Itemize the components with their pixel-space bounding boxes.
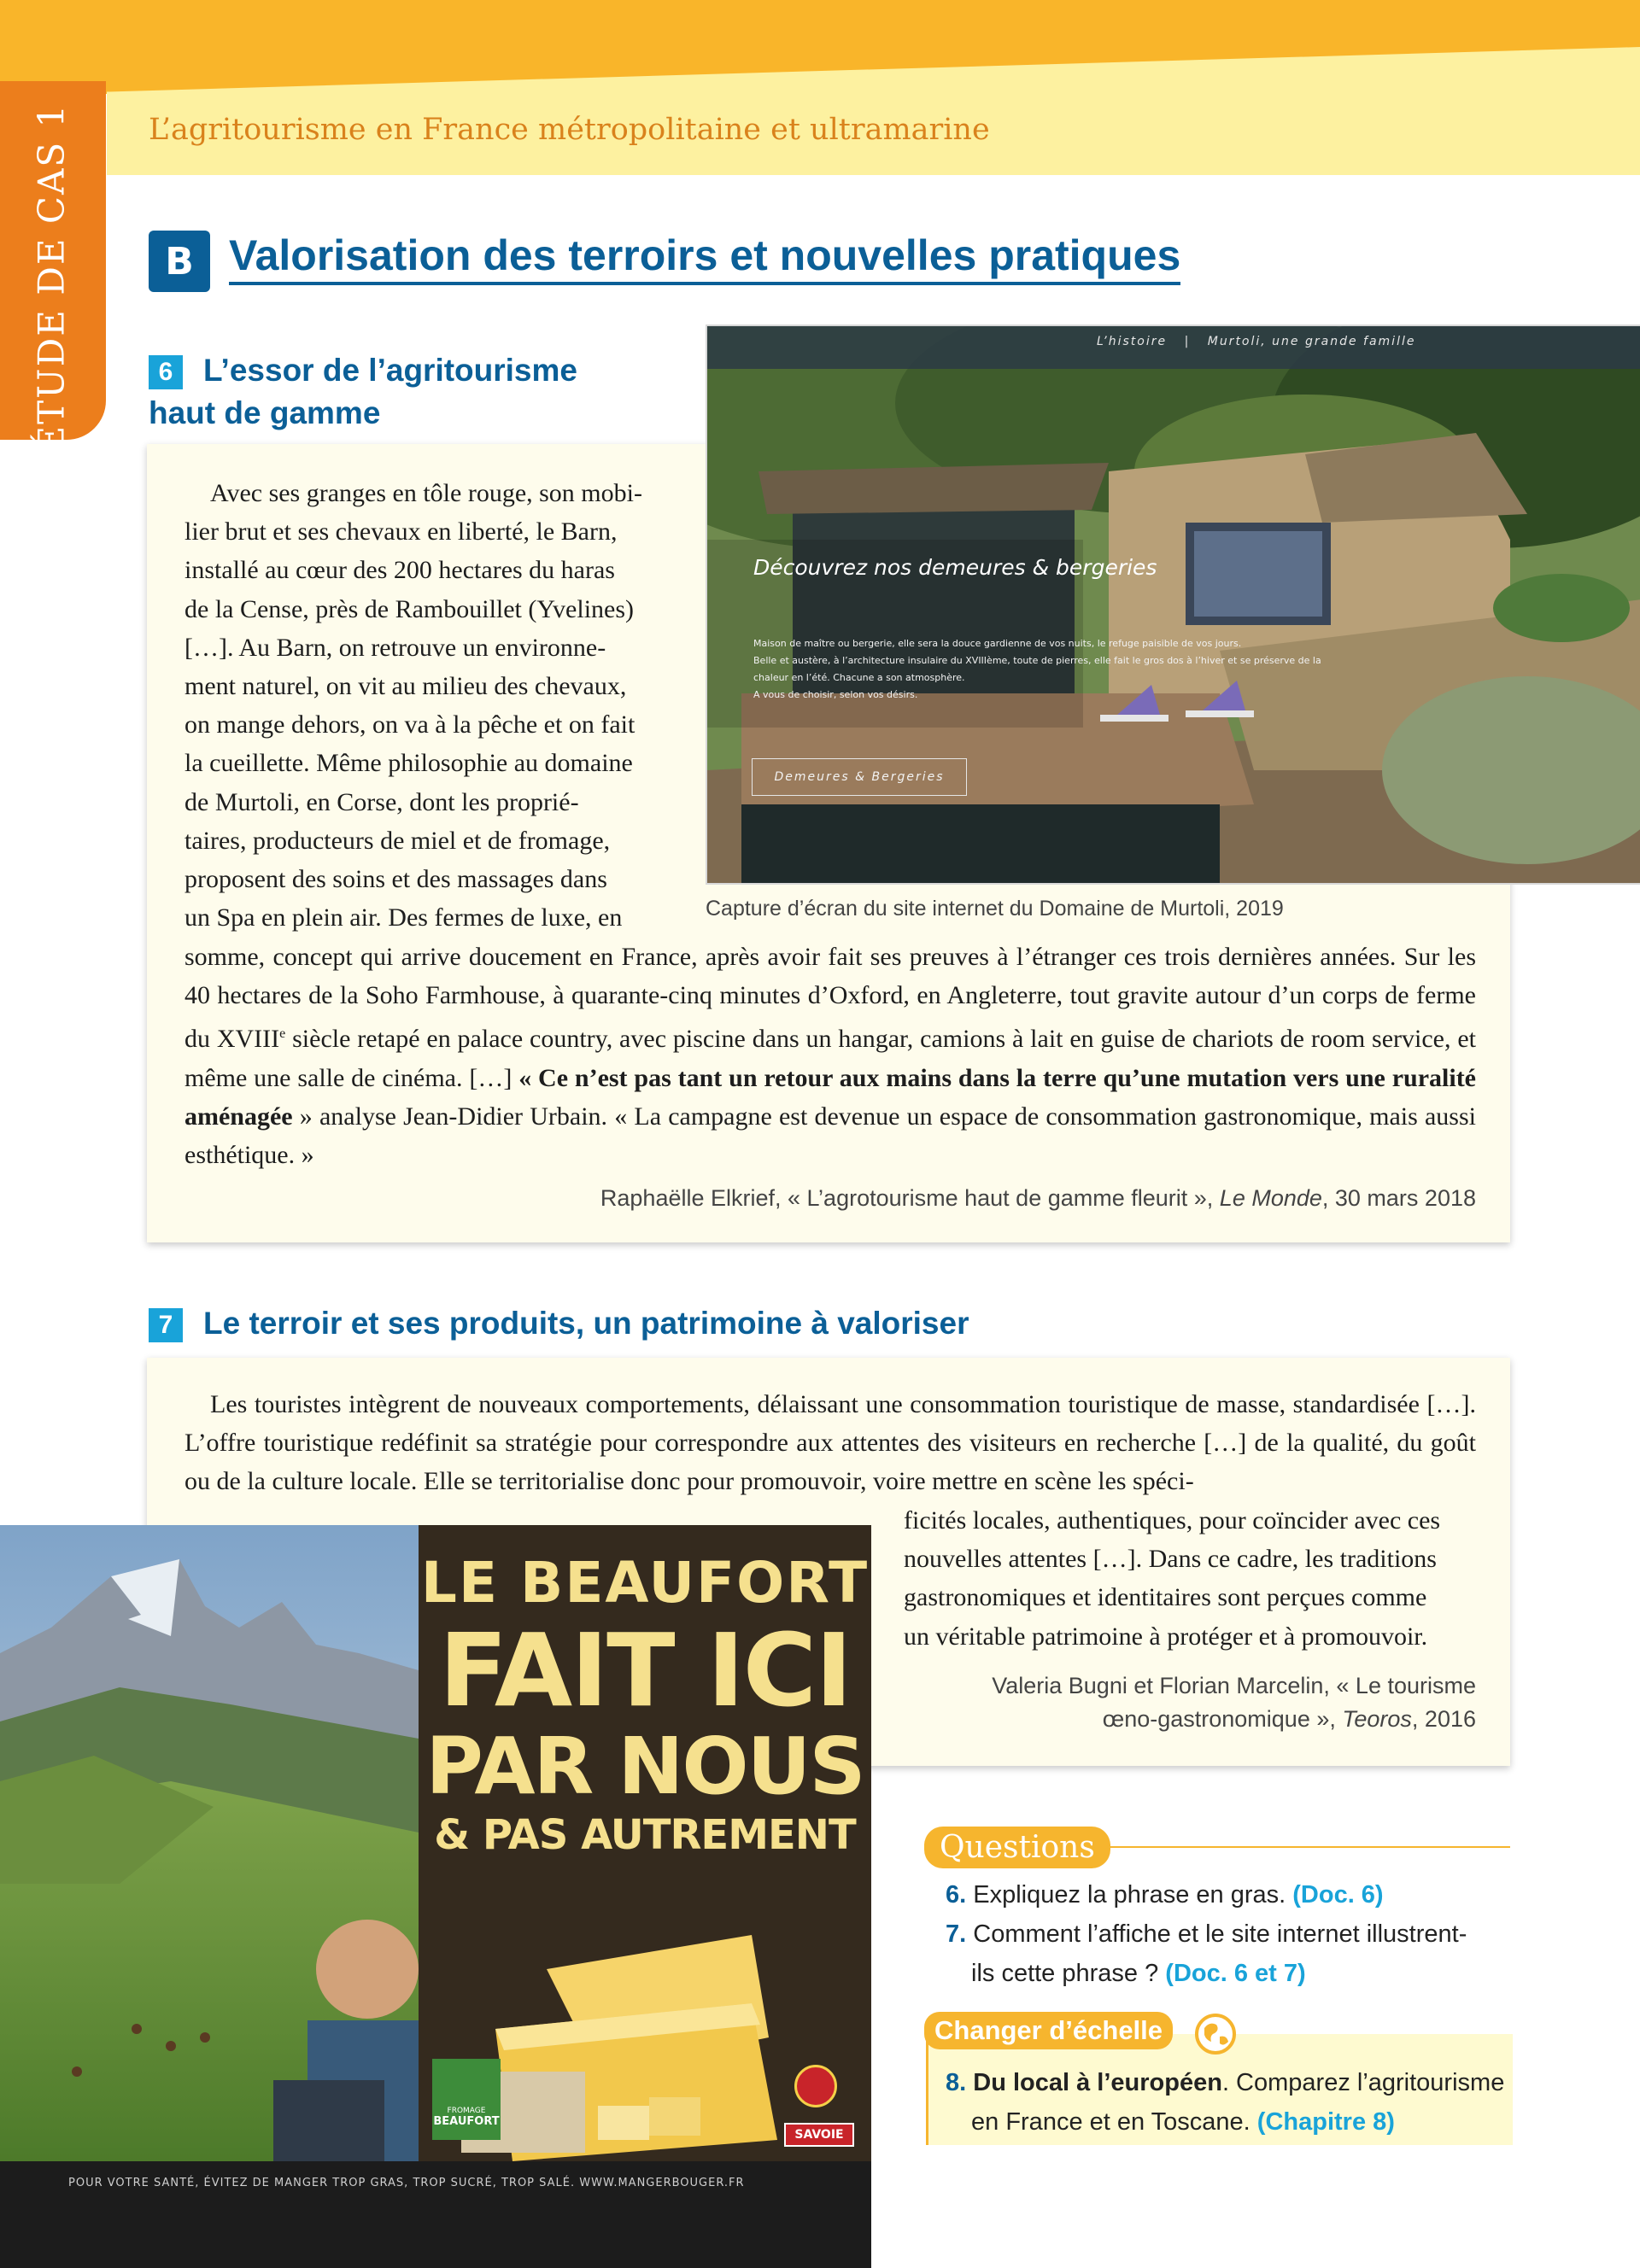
question-text: en France et en Toscane.	[971, 2108, 1257, 2136]
poster-line1: LE BEAUFORT	[420, 1550, 870, 1616]
poster-line3: PAR NOUS	[425, 1721, 864, 1812]
doc7-text-narrow	[904, 1501, 1476, 1656]
site-para-line: A vous de choisir, selon vos désirs.	[753, 689, 918, 700]
question-ref: (Doc. 6 et 7)	[1165, 1960, 1306, 1987]
question-text: Comment l’affiche et le site internet illustrent-	[966, 1920, 1467, 1948]
doc6-source-author: Raphaëlle Elkrief, « L’agrotourisme haut de gamme fleurit »,	[600, 1185, 1220, 1211]
doc6-source-date: , 30 mars 2018	[1321, 1185, 1476, 1211]
murtoli-photo	[707, 326, 1640, 883]
doc6-superscript: e	[279, 1026, 286, 1042]
site-nav-famille[interactable]: Murtoli, une grande famille	[1207, 335, 1416, 348]
question-ref: (Doc. 6)	[1292, 1881, 1384, 1909]
beaufort-label	[432, 2059, 501, 2140]
poster-slogan	[419, 1550, 871, 1859]
site-para-line: chaleur en l’été. Chacune a son atmosphère.	[753, 672, 965, 683]
doc6-line: on mange dehors, on va à la pêche et on fait	[184, 710, 636, 739]
question-7	[946, 1914, 1509, 1954]
doc6-caption: Capture d’écran du site internet du Domaine de Murtoli, 2019	[706, 897, 1284, 921]
questions-list	[946, 1875, 1509, 1993]
site-nav-separator: |	[1184, 335, 1191, 348]
doc6-line: taires, producteurs de miel et de fromage,	[184, 826, 611, 855]
doc6-text-narrow	[184, 474, 671, 937]
doc7-source-text: œno-gastronomique »,	[1102, 1706, 1343, 1732]
doc6-text-wide	[184, 938, 1476, 1174]
site-para-line: Belle et austère, à l’architecture insulaire du XVIIIème, toute de pierres, elle fait le gros dos à l’hiver et se préserve de la	[753, 655, 1321, 666]
doc7-line: gastronomiques et identitaires sont perçues comme	[904, 1583, 1427, 1612]
doc6-source	[184, 1182, 1476, 1215]
poster-health-notice: POUR VOTRE SANTÉ, ÉVITEZ DE MANGER TROP GRAS, TROP SUCRÉ, TROP SALÉ. WWW.MANGERBOUGER.FR	[68, 2177, 745, 2189]
question-number: 8.	[946, 2069, 967, 2096]
question-8-cont	[946, 2102, 1509, 2142]
doc7-number: 7	[149, 1308, 183, 1342]
doc6-source-journal: Le Monde	[1219, 1185, 1322, 1211]
doc6-line: ment naturel, on vit au milieu des chevaux,	[184, 672, 627, 701]
section-title: Valorisation des terroirs et nouvelles pratiques	[229, 231, 1180, 285]
doc7-source-journal: Teoros	[1342, 1706, 1412, 1732]
site-demeures-button[interactable]: Demeures & Bergeries	[752, 758, 967, 796]
doc6-line: lier brut et ses chevaux en liberté, le Barn,	[184, 517, 618, 547]
doc6-line: Avec ses granges en tôle rouge, son mobi-	[210, 479, 642, 507]
beaufort-poster	[0, 1525, 871, 2268]
side-tab-label: ÉTUDE DE CAS 1	[30, 102, 73, 453]
site-paragraph	[753, 635, 1420, 704]
question-8	[946, 2063, 1509, 2102]
poster-line4: & PAS AUTREMENT	[434, 1811, 856, 1859]
murtoli-screenshot	[706, 324, 1640, 885]
question-7-cont	[946, 1954, 1509, 1993]
question-8-block	[946, 2063, 1509, 2142]
doc6-line: […]. Au Barn, on retrouve un environne-	[184, 633, 606, 662]
chapter-title: L’agritourisme en France métropolitaine et ultramarine	[149, 113, 990, 147]
site-headline: Découvrez nos demeures & bergeries	[753, 555, 1157, 580]
doc6-quote-bold: « Ce n’est pas tant un retour aux mains dans la terre qu’une mutation vers une ruralité aménagée	[184, 1063, 1476, 1131]
doc7-source-line2	[904, 1703, 1476, 1736]
doc6-title-line1: L’essor de l’agritourisme	[203, 353, 577, 388]
doc6-title-line2: haut de gamme	[149, 395, 381, 430]
globe-icon	[1194, 2013, 1237, 2055]
poster-line2: FAIT ICI	[438, 1611, 852, 1729]
questions-heading: Questions	[924, 1827, 1110, 1868]
doc7-line: ficités locales, authentiques, pour coïncider avec ces	[904, 1506, 1441, 1534]
doc7-line: un véritable patrimoine à protéger et à promouvoir.	[904, 1622, 1428, 1651]
doc6-line: de la Cense, près de Rambouillet (Yvelines)	[184, 594, 635, 623]
doc7-source-line1: Valeria Bugni et Florian Marcelin, « Le tourisme	[992, 1673, 1476, 1698]
question-ref: (Chapitre 8)	[1256, 2108, 1395, 2136]
doc7-text-wide: Les touristes intègrent de nouveaux comportements, délaissant une consommation touristique de masse, standardisée […]. L’offre touristique redéfinit sa stratégie pour correspondre aux attentes des visiteurs en recherche […] de la qualité, du goût ou de la culture locale. Elle se territorialise donc pour promouvoir, voire mettre en scène les spéci-	[184, 1390, 1476, 1496]
doc6-text-part: » analyse Jean-Didier Urbain. « La campagne est devenue un espace de consommation gastronomique, mais aussi esthétique. »	[184, 1102, 1476, 1170]
site-para-line: Maison de maître ou bergerie, elle sera la douce gardienne de vos nuits, le refuge paisible de vos jours.	[753, 638, 1242, 649]
question-number: 6.	[946, 1881, 967, 1909]
question-6	[946, 1875, 1509, 1914]
question-text: . Comparez l’agritourisme	[1221, 2069, 1505, 2096]
doc7-source	[904, 1669, 1476, 1736]
doc6-text-part: somme, concept qui arrive doucement en France, après avoir fait ses preuves à l’étranger ces trois dernières années. Sur les 40 hectares de la Soho Farmhouse, à quarante-cinq minutes d’Oxford, en Angleterre, tout gravite autour d’un corps de ferme du XVIII	[184, 943, 1476, 1054]
beaufort-label-top: FROMAGE	[447, 2107, 486, 2115]
section-letter: B	[149, 231, 210, 292]
doc6-line: proposent des soins et des massages dans	[184, 865, 607, 894]
doc6-line: un Spa en plein air. Des fermes de luxe, en	[184, 903, 623, 932]
question-text: ils cette phrase ?	[971, 1960, 1166, 1987]
doc7-title: Le terroir et ses produits, un patrimoine à valoriser	[203, 1306, 969, 1341]
change-scale-heading: Changer d’échelle	[924, 2012, 1173, 2049]
site-nav	[1097, 335, 1415, 348]
doc7-line: nouvelles attentes […]. Dans ce cadre, les traditions	[904, 1545, 1437, 1574]
beaufort-label-bottom: BEAUFORT	[433, 2115, 500, 2128]
question-number: 7.	[946, 1920, 967, 1948]
doc6-number: 6	[149, 355, 183, 389]
doc7-source-date: , 2016	[1411, 1706, 1476, 1732]
savoie-label: SAVOIE	[784, 2123, 854, 2147]
aop-seal-icon	[794, 2065, 837, 2107]
site-nav-histoire[interactable]: L’histoire	[1097, 335, 1168, 348]
doc6-line: la cueillette. Même philosophie au domaine	[184, 749, 633, 778]
doc6-text-part: siècle retapé en palace country, avec piscine dans un hangar, camions à lait en guise de chariots de room service, et même une salle de cinéma. […]	[184, 1025, 1476, 1092]
question-text: Expliquez la phrase en gras.	[966, 1881, 1293, 1909]
doc6-line: installé au cœur des 200 hectares du haras	[184, 556, 615, 585]
question-bold: Du local à l’européen	[966, 2069, 1222, 2096]
doc6-line: de Murtoli, en Corse, dont les proprié-	[184, 787, 579, 816]
